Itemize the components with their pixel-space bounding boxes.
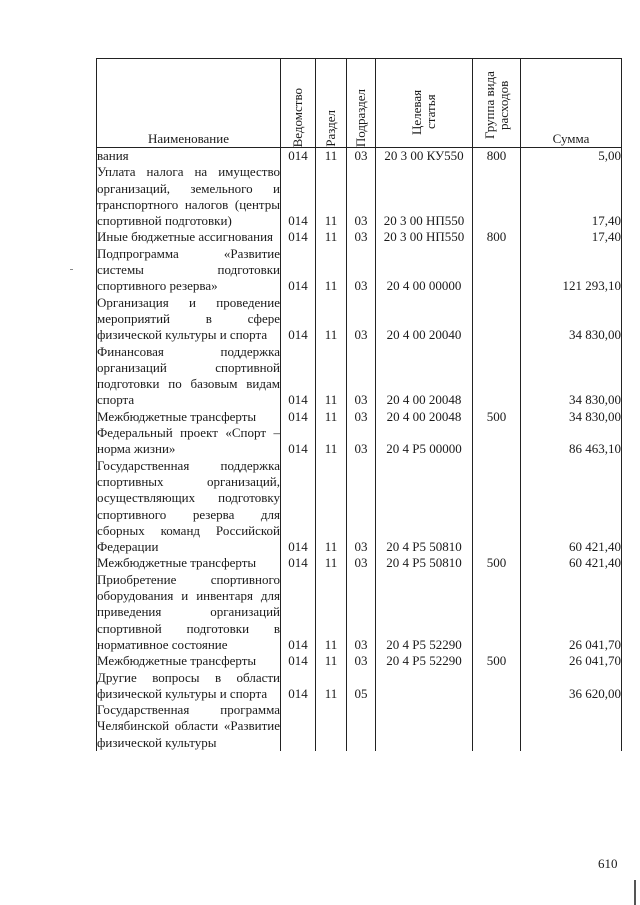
scan-speck — [70, 269, 73, 270]
cell-target: 20 4 00 20048 — [376, 409, 473, 425]
cell-sum: 26 041,70 — [521, 653, 622, 669]
cell-group — [473, 344, 521, 409]
cell-sum: 26 041,70 — [521, 572, 622, 653]
table-row — [97, 344, 622, 409]
cell-vedomstvo: 014 — [281, 409, 316, 425]
cell-target: 20 4 00 20048 — [376, 344, 473, 409]
cell-group: 500 — [473, 555, 521, 571]
cell-name: вания — [97, 148, 281, 165]
cell-vedomstvo: 014 — [281, 425, 316, 458]
table-row — [97, 164, 622, 229]
cell-name: Уплата налога на имущество организаций, земельного и транспортного налогов (центры спортивной подготовки) — [97, 164, 280, 229]
cell-vedomstvo: 014 — [281, 164, 316, 229]
cell-razdel: 11 — [316, 344, 347, 409]
table-row — [97, 409, 622, 425]
cell-group — [473, 572, 521, 653]
cell-sum: 34 830,00 — [521, 409, 622, 425]
header-razdel-label: Раздел — [323, 110, 338, 147]
cell-razdel: 11 — [316, 148, 347, 165]
cell-vedomstvo: 014 — [281, 458, 316, 556]
page-edge-mark — [634, 880, 636, 905]
header-razdel — [316, 59, 347, 148]
header-podrazdel-label: Подраздел — [353, 88, 368, 147]
header-vedomstvo-label: Ведомство — [290, 87, 305, 147]
cell-vedomstvo: 014 — [281, 670, 316, 703]
cell-sum: 60 421,40 — [521, 555, 622, 571]
cell-name: Межбюджетные трансферты — [97, 555, 281, 571]
cell-name: Федеральный проект «Спорт – норма жизни» — [97, 425, 280, 457]
cell-group: 800 — [473, 229, 521, 245]
table-row — [97, 653, 622, 669]
cell-vedomstvo: 014 — [281, 246, 316, 295]
cell-group — [473, 246, 521, 295]
cell-sum: 34 830,00 — [521, 344, 622, 409]
table-row — [97, 148, 622, 165]
cell-sum: 121 293,10 — [521, 246, 622, 295]
cell-name: Организация и проведение мероприятий в сфере физической культуры и спорта — [97, 294, 280, 343]
cell-sum — [521, 702, 622, 751]
cell-target: 20 3 00 НП550 — [376, 164, 473, 229]
cell-razdel: 11 — [316, 425, 347, 458]
cell-podrazdel: 03 — [347, 653, 376, 669]
cell-group: 800 — [473, 148, 521, 165]
cell-podrazdel: 03 — [347, 458, 376, 556]
table-row — [97, 458, 622, 556]
table-row — [97, 555, 622, 571]
cell-group — [473, 295, 521, 344]
cell-name: Иные бюджетные ассигнования — [97, 229, 281, 245]
cell-razdel: 11 — [316, 572, 347, 653]
cell-target: 20 4 00 20040 — [376, 295, 473, 344]
cell-name: Государственная поддержка спортивных организаций, осуществляющих подготовку спортивного резерва для сборных команд Российской Федерации — [97, 457, 280, 555]
cell-target: 20 4 P5 52290 — [376, 653, 473, 669]
cell-podrazdel: 03 — [347, 164, 376, 229]
cell-sum: 34 830,00 — [521, 295, 622, 344]
table-row — [97, 702, 622, 751]
table-row — [97, 572, 622, 653]
budget-table — [96, 58, 622, 751]
cell-name: Межбюджетные трансферты — [97, 409, 281, 425]
cell-vedomstvo: 014 — [281, 229, 316, 245]
cell-name: Государственная программа Челябинской области «Развитие физической культуры — [97, 702, 280, 750]
cell-name: Финансовая поддержка организаций спортивной подготовки по базовым видам спорта — [97, 343, 280, 408]
cell-group: 500 — [473, 653, 521, 669]
cell-podrazdel: 03 — [347, 425, 376, 458]
cell-razdel: 11 — [316, 246, 347, 295]
header-row — [97, 59, 622, 148]
cell-target — [376, 670, 473, 703]
cell-podrazdel: 03 — [347, 555, 376, 571]
cell-razdel: 11 — [316, 458, 347, 556]
cell-podrazdel: 03 — [347, 148, 376, 165]
cell-vedomstvo: 014 — [281, 653, 316, 669]
cell-name: Подпрограмма «Развитие системы подготовки спортивного резерва» — [97, 245, 280, 294]
cell-podrazdel — [347, 702, 376, 751]
table-row — [97, 246, 622, 295]
cell-target: 20 4 P5 50810 — [376, 555, 473, 571]
header-group — [473, 59, 521, 148]
cell-razdel: 11 — [316, 555, 347, 571]
cell-group — [473, 670, 521, 703]
cell-vedomstvo: 014 — [281, 572, 316, 653]
page-number: 610 — [598, 856, 618, 871]
cell-group — [473, 458, 521, 556]
cell-vedomstvo: 014 — [281, 295, 316, 344]
table-row — [97, 295, 622, 344]
cell-razdel: 11 — [316, 229, 347, 245]
cell-sum: 60 421,40 — [521, 458, 622, 556]
cell-razdel: 11 — [316, 653, 347, 669]
cell-name: Приобретение спортивного оборудования и инвентаря для приведения организаций спортивной подготовки в нормативное состояние — [97, 571, 280, 652]
header-name: Наименование — [97, 59, 281, 148]
cell-razdel — [316, 702, 347, 751]
table-body — [97, 148, 622, 751]
cell-sum: 36 620,00 — [521, 670, 622, 703]
header-sum: Сумма — [521, 59, 622, 148]
cell-vedomstvo: 014 — [281, 555, 316, 571]
cell-vedomstvo: 014 — [281, 344, 316, 409]
cell-podrazdel: 03 — [347, 344, 376, 409]
cell-razdel: 11 — [316, 670, 347, 703]
cell-razdel: 11 — [316, 409, 347, 425]
cell-podrazdel: 03 — [347, 229, 376, 245]
cell-target: 20 4 P5 50810 — [376, 458, 473, 556]
cell-group — [473, 164, 521, 229]
cell-sum: 17,40 — [521, 164, 622, 229]
table-row — [97, 425, 622, 458]
header-group-label: Группа вида расходов — [481, 71, 511, 139]
table-row — [97, 670, 622, 703]
cell-podrazdel: 03 — [347, 409, 376, 425]
cell-podrazdel: 03 — [347, 246, 376, 295]
cell-podrazdel: 03 — [347, 572, 376, 653]
cell-razdel: 11 — [316, 164, 347, 229]
header-target — [376, 59, 473, 148]
cell-name: Межбюджетные трансферты — [97, 653, 281, 669]
header-vedomstvo — [281, 59, 316, 148]
cell-vedomstvo — [281, 702, 316, 751]
cell-podrazdel: 03 — [347, 295, 376, 344]
cell-razdel: 11 — [316, 295, 347, 344]
table-row — [97, 229, 622, 245]
cell-target: 20 4 P5 52290 — [376, 572, 473, 653]
cell-target: 20 4 P5 00000 — [376, 425, 473, 458]
cell-group — [473, 702, 521, 751]
cell-group — [473, 425, 521, 458]
header-podrazdel — [347, 59, 376, 148]
header-target-label: Целевая статья — [409, 89, 438, 135]
cell-target: 20 3 00 КУ550 — [376, 148, 473, 165]
cell-target: 20 3 00 НП550 — [376, 229, 473, 245]
cell-sum: 17,40 — [521, 229, 622, 245]
cell-target — [376, 702, 473, 751]
cell-target: 20 4 00 00000 — [376, 246, 473, 295]
cell-group: 500 — [473, 409, 521, 425]
cell-name: Другие вопросы в области физической культуры и спорта — [97, 669, 280, 701]
cell-sum: 5,00 — [521, 148, 622, 165]
cell-sum: 86 463,10 — [521, 425, 622, 458]
cell-podrazdel: 05 — [347, 670, 376, 703]
cell-vedomstvo: 014 — [281, 148, 316, 165]
